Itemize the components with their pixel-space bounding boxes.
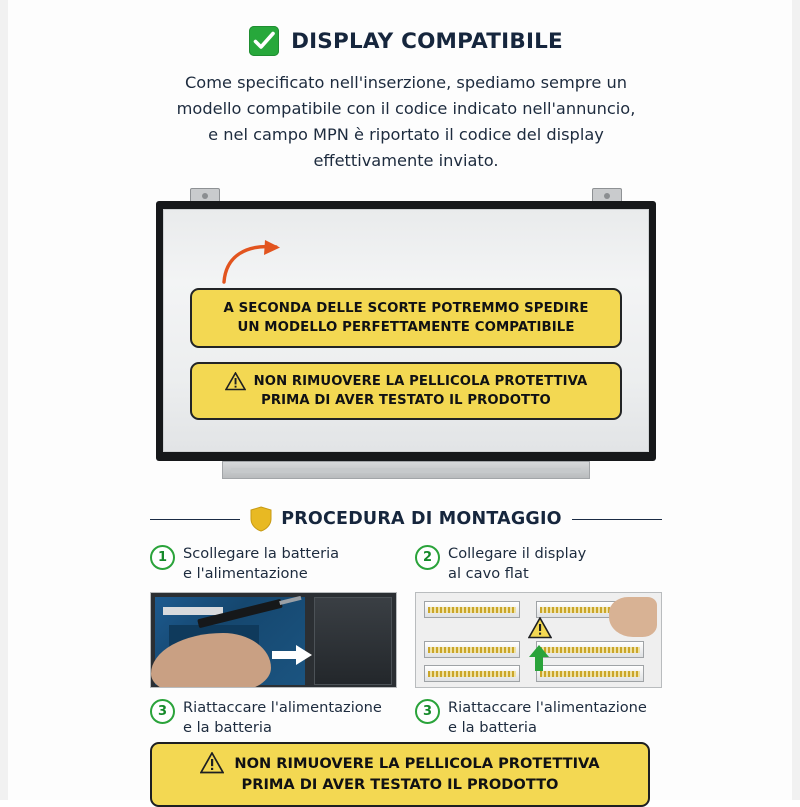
step-1 bbox=[150, 544, 397, 688]
step-3-text bbox=[183, 698, 382, 738]
step-2-line-1: Collegare il display bbox=[448, 545, 587, 562]
step-1-line-2: e l'alimentazione bbox=[183, 565, 308, 582]
assembly-steps-row-2 bbox=[150, 698, 662, 738]
compatibility-callout-line-1: A SECONDA DELLE SCORTE POTREMMO SPEDIRE bbox=[223, 301, 589, 316]
connector-graphic bbox=[424, 665, 520, 682]
panel-screen-surface bbox=[163, 209, 649, 452]
step-1-text bbox=[183, 544, 339, 584]
step-4-header bbox=[415, 698, 662, 738]
step-3-header bbox=[150, 698, 397, 738]
compatibility-callout-line-2: UN MODELLO PERFETTAMENTE COMPATIBILE bbox=[237, 320, 575, 335]
assembly-steps-row-1 bbox=[150, 544, 662, 688]
intro-line-2: modello compatibile con il codice indicato nell'annuncio, bbox=[176, 99, 636, 118]
step-4-text bbox=[448, 698, 647, 738]
compatibility-callout bbox=[190, 288, 622, 348]
assembly-section-title: PROCEDURA DI MONTAGGIO bbox=[281, 509, 562, 529]
footer-warning-line-1: NON RIMUOVERE LA PELLICOLA PROTETTIVA bbox=[234, 754, 600, 772]
step-4 bbox=[415, 698, 662, 738]
panel-bezel bbox=[156, 201, 656, 461]
curved-arrow-icon bbox=[220, 238, 286, 286]
footer-warning-line-2: PRIMA DI AVER TESTATO IL PRODOTTO bbox=[241, 776, 559, 793]
step-2-line-2: al cavo flat bbox=[448, 565, 529, 582]
step-2 bbox=[415, 544, 662, 688]
intro-line-4: effettivamente inviato. bbox=[313, 151, 499, 170]
warning-triangle-icon bbox=[528, 617, 552, 639]
protective-film-callout-line-1: NON RIMUOVERE LA PELLICOLA PROTETTIVA bbox=[253, 374, 588, 389]
assembly-section-label bbox=[250, 506, 562, 532]
step-3 bbox=[150, 698, 397, 738]
flat-cable-connectors-photo bbox=[415, 592, 662, 688]
divider-left bbox=[150, 519, 240, 520]
step-2-header bbox=[415, 544, 662, 584]
panel-callouts bbox=[190, 288, 622, 420]
footer-warning-banner bbox=[150, 742, 650, 807]
step-3-number: 3 bbox=[150, 699, 175, 724]
page-edge-right bbox=[792, 0, 800, 800]
intro-paragraph bbox=[156, 70, 656, 174]
page-header bbox=[150, 26, 662, 56]
step-4-number: 3 bbox=[415, 699, 440, 724]
warning-triangle-icon bbox=[225, 372, 246, 391]
step-4-line-1: Riattaccare l'alimentazione bbox=[448, 699, 647, 716]
shield-icon bbox=[250, 506, 272, 532]
connector-graphic bbox=[424, 601, 520, 618]
intro-line-1: Come specificato nell'inserzione, spediamo sempre un bbox=[185, 73, 627, 92]
check-box-icon bbox=[249, 26, 279, 56]
laptop-internals-screwdriver-photo bbox=[150, 592, 397, 688]
page-title: DISPLAY COMPATIBILE bbox=[291, 28, 563, 54]
white-arrow-icon bbox=[272, 645, 312, 665]
footer-warning-row bbox=[162, 752, 638, 774]
assembly-section-header bbox=[150, 506, 662, 532]
step-1-header bbox=[150, 544, 397, 584]
protective-film-callout-line-2: PRIMA DI AVER TESTATO IL PRODOTTO bbox=[261, 393, 551, 408]
connector-graphic bbox=[536, 665, 644, 682]
green-up-arrow-icon bbox=[528, 645, 550, 671]
divider-right bbox=[572, 519, 662, 520]
fingers-graphic bbox=[609, 597, 657, 637]
protective-film-callout bbox=[190, 362, 622, 420]
battery-bay-graphic bbox=[314, 597, 392, 685]
step-2-text bbox=[448, 544, 586, 584]
connector-graphic bbox=[424, 641, 520, 658]
protective-film-callout-row-1 bbox=[202, 372, 610, 391]
warning-triangle-icon bbox=[200, 752, 224, 774]
step-3-line-1: Riattaccare l'alimentazione bbox=[183, 699, 382, 716]
page-content bbox=[150, 0, 662, 738]
panel-bottom-strip bbox=[222, 461, 590, 479]
step-2-number: 2 bbox=[415, 545, 440, 570]
step-1-line-1: Scollegare la batteria bbox=[183, 545, 340, 562]
intro-line-3: e nel campo MPN è riportato il codice del display bbox=[208, 125, 604, 144]
step-3-line-2: e la batteria bbox=[183, 719, 272, 736]
lcd-panel-illustration bbox=[156, 188, 656, 488]
step-1-number: 1 bbox=[150, 545, 175, 570]
page-edge-left bbox=[0, 0, 8, 800]
connector-graphic bbox=[536, 641, 644, 658]
step-4-line-2: e la batteria bbox=[448, 719, 537, 736]
